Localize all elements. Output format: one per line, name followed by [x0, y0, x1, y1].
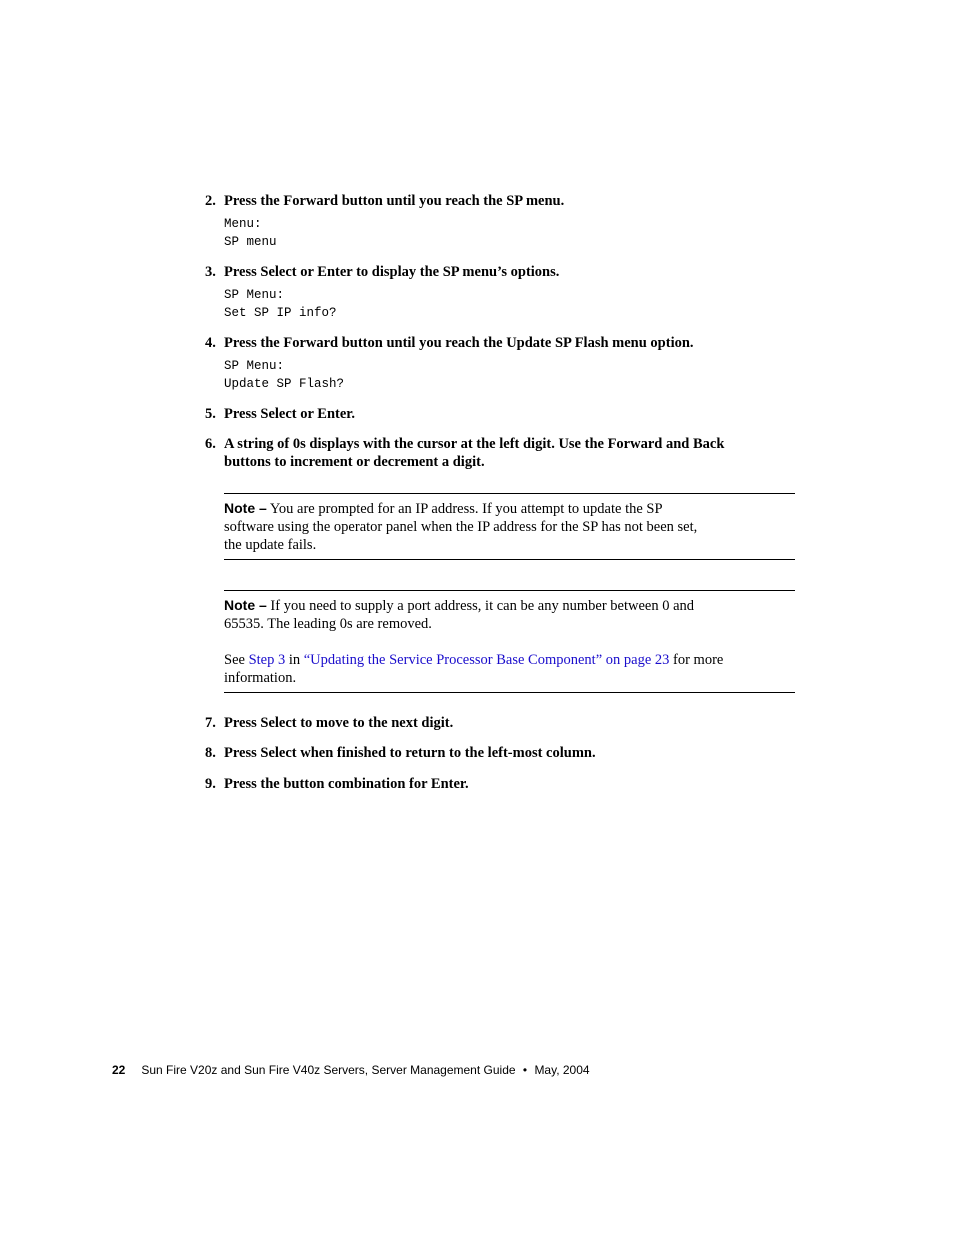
step-text: Press the Forward button until you reach the Update SP Flash menu option.: [224, 335, 694, 351]
note-text: software using the operator panel when the IP address for the SP has not been set,: [224, 519, 698, 535]
footer-bullet: •: [522, 1063, 528, 1077]
step-text: Press Select when finished to return to the left-most column.: [224, 745, 596, 761]
code-line: SP Menu:: [224, 288, 285, 302]
note-heading: Note –: [224, 500, 267, 516]
page-footer: [112, 1063, 590, 1077]
step-number: 6.: [205, 436, 216, 452]
code-line: Menu:: [224, 217, 262, 231]
step-text: Press Select or Enter to display the SP menu’s options.: [224, 264, 560, 280]
step-number: 3.: [205, 264, 216, 280]
step-number: 4.: [205, 335, 216, 351]
note-text: 65535. The leading 0s are removed.: [224, 616, 432, 632]
note-text: If you need to supply a port address, it can be any number between 0 and: [270, 598, 695, 614]
note-top-rule: [224, 590, 795, 591]
step-text-line: buttons to increment or decrement a digit.: [224, 454, 485, 470]
step-text: Press Select or Enter.: [224, 406, 356, 422]
code-block-set-sp-ip: [224, 287, 337, 322]
note-ip-address: [224, 499, 795, 554]
code-line: SP Menu:: [224, 359, 285, 373]
step-number: 8.: [205, 745, 216, 761]
note-top-rule: [224, 493, 795, 494]
note-text: in: [288, 652, 301, 668]
step-number: 2.: [205, 193, 216, 209]
note-text: You are prompted for an IP address. If you attempt to update the SP: [269, 501, 663, 517]
step-text: [224, 435, 799, 471]
note-text: information.: [224, 670, 297, 686]
note-text: the update fails.: [224, 537, 317, 553]
note-port-address: [224, 596, 795, 687]
code-line: Update SP Flash?: [224, 376, 345, 391]
step-text: Press the button combination for Enter.: [224, 776, 469, 792]
step-3-link[interactable]: Step 3: [248, 652, 286, 668]
footer-title: Sun Fire V20z and Sun Fire V40z Servers, Server Management Guide: [141, 1063, 516, 1077]
step-number: 7.: [205, 715, 216, 731]
page-number: 22: [112, 1063, 126, 1077]
note-text: See: [224, 652, 245, 668]
note-heading: Note –: [224, 597, 267, 613]
step-text: Press Select to move to the next digit.: [224, 715, 454, 731]
note-text: for more: [673, 652, 724, 668]
step-text: Press the Forward button until you reach the SP menu.: [224, 193, 565, 209]
code-line: Set SP IP info?: [224, 305, 337, 320]
step-number: 5.: [205, 406, 216, 422]
code-line: SP menu: [224, 234, 277, 249]
code-block-sp-menu: [224, 216, 277, 251]
see-also-line: [224, 651, 795, 669]
footer-date: May, 2004: [534, 1063, 590, 1077]
step-number: 9.: [205, 776, 216, 792]
note-bottom-rule: [224, 692, 795, 693]
code-block-update-sp-flash: [224, 358, 344, 393]
note-bottom-rule: [224, 559, 795, 560]
section-link[interactable]: “Updating the Service Processor Base Component” on page 23: [303, 652, 670, 668]
step-text-line: A string of 0s displays with the cursor at the left digit. Use the Forward and Back: [224, 436, 725, 452]
